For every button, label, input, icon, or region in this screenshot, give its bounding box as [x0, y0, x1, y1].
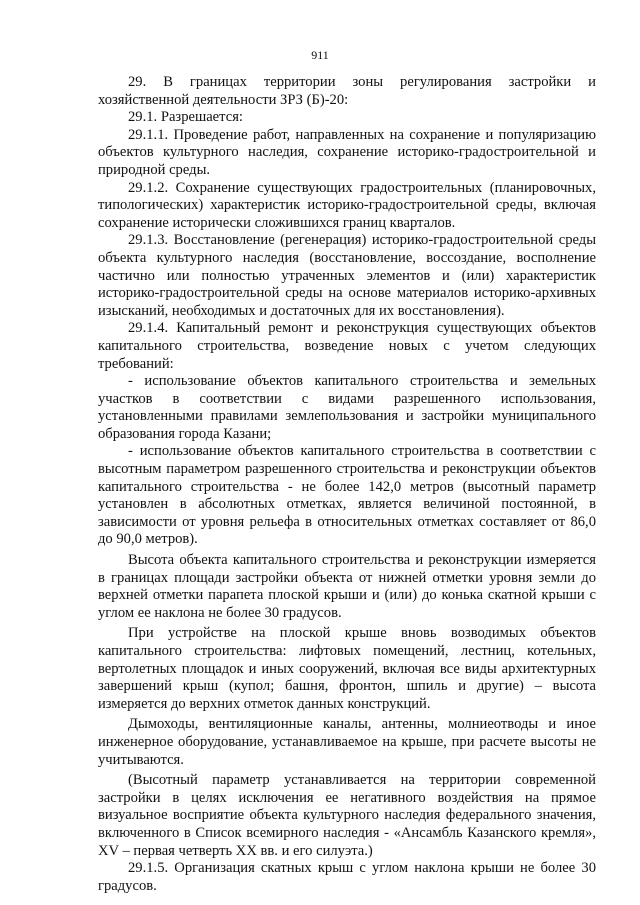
- paragraph-29-1-2: 29.1.2. Сохранение существующих градостроительных (планировочных, типологических) характеристик историко-градостроительной среды, включая сохранение исторически сложившихся границ кварталов.: [98, 179, 596, 231]
- list-item-height-parameter: - использование объектов капитального строительства в соответствии с высотным параметром разрешенного строительства и реконструкции объектов капитального строительства - не более 142,0 метров (высотный параметр установлен в абсолютных отметках, является величиной постоянной, в зависимости от уровня рельефа в относительных отметках составляет от 86,0 до 90,0 метров).: [98, 443, 596, 548]
- paragraph-29-1-1: 29.1.1. Проведение работ, направленных на сохранение и популяризацию объектов культурного наследия, сохранение историко-градостроительной и природной среды.: [98, 126, 596, 178]
- paragraph-height-note: (Высотный параметр устанавливается на территории современной застройки в целях исключения ее негативного воздействия на прямое визуальное восприятие объекта культурного наследия федерального значения, включенного в Список всемирного наследия - «Ансамбль Казанского кремля», XV – первая четверть XX вв. и его силуэта.): [98, 772, 596, 859]
- document-body: [98, 74, 596, 895]
- paragraph-height-measurement: Высота объекта капитального строительства и реконструкции измеряется в границах площади застройки объекта от нижней отметки уровня земли до верхней отметки парапета плоской крыши и (или) до конька скатной крыши с углом ее наклона не более 30 градусов.: [98, 552, 596, 621]
- paragraph-roof-structures: При устройстве на плоской крыше вновь возводимых объектов капитального строительства: лифтовых помещений, лестниц, котельных, вертолетных площадок и иных сооружений, включая все виды архитектурных завершений крыш (купол; башня, фронтон, шпиль и другие) – высота измеряется до верхних отметок данных конструкций.: [98, 625, 596, 712]
- page-number: 911: [311, 48, 329, 62]
- list-item-land-use: - использование объектов капитального строительства и земельных участков в соответствии с видами разрешенного использования, установленными правилами землепользования и застройки муниципального образования города Казани;: [98, 373, 596, 442]
- paragraph-29-1: 29.1. Разрешается:: [128, 109, 243, 126]
- paragraph-29-1-3: 29.1.3. Восстановление (регенерация) историко-градостроительной среды объекта культурного наследия (восстановление, воссоздание, восполнение частично или полностью утраченных элементов и (или) характеристик историко-градостроительной среды на основе материалов историко-архивных изысканий, необходимых и достаточных для их восстановления).: [98, 232, 596, 319]
- paragraph-29: 29. В границах территории зоны регулирования застройки и хозяйственной деятельности ЗРЗ (Б)-20:: [98, 74, 596, 108]
- paragraph-engineering-equipment: Дымоходы, вентиляционные каналы, антенны, молниеотводы и иное инженерное оборудование, устанавливаемое на крыше, при расчете высоты не учитываются.: [98, 716, 596, 768]
- paragraph-29-1-4: 29.1.4. Капитальный ремонт и реконструкция существующих объектов капитального строительства, возведение новых с учетом следующих требований:: [98, 320, 596, 372]
- paragraph-29-1-5: 29.1.5. Организация скатных крыш с углом наклона крыши не более 30 градусов.: [98, 860, 596, 894]
